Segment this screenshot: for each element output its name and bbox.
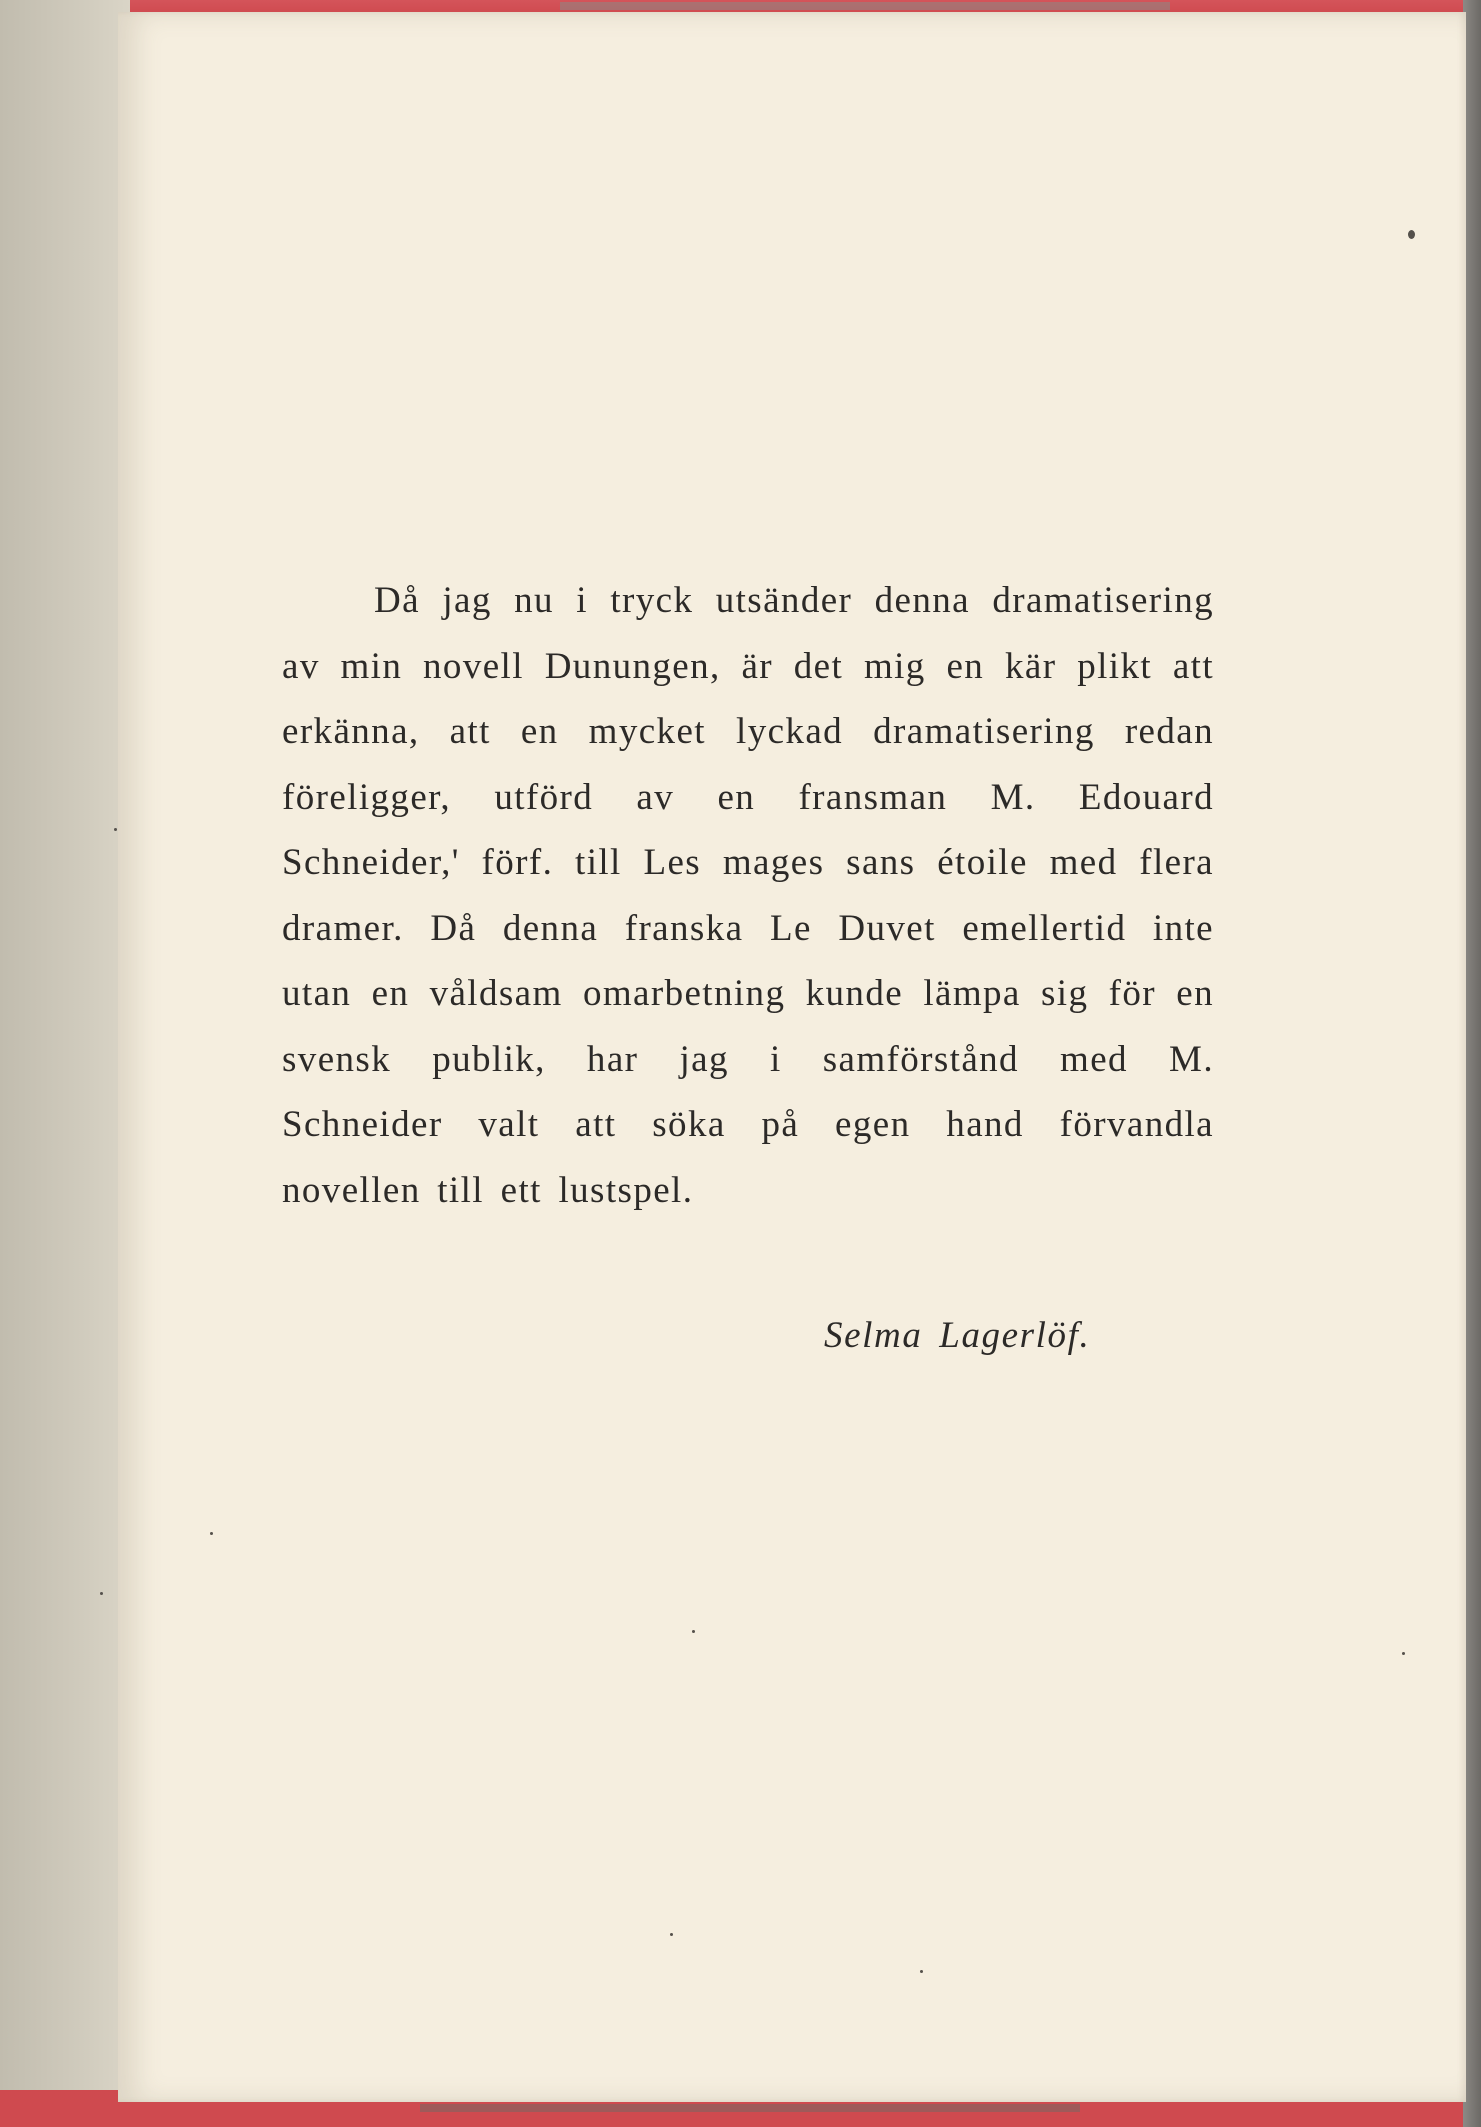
paper-speck [1402, 1652, 1405, 1655]
book-page [118, 12, 1466, 2102]
paper-speck [1408, 230, 1415, 239]
paper-speck [114, 828, 117, 831]
paper-speck [920, 1970, 923, 1973]
preface-paragraph: Då jag nu i tryck utsänder denna dramatisering av min novell Dunungen, är det mig en kär plikt att erkänna, att en mycket lyckad dramatisering redan föreligger, utförd av en fransman M. Edouard Schneider,' förf. till Les mages sans étoile med flera dramer. Då denna franska Le Duvet emellertid inte utan en våldsam omarbetning kunde lämpa sig för en svensk publik, har jag i samförstånd med M. Schneider valt att söka på egen hand förvandla novellen till ett lustspel. [282, 580, 1214, 1211]
paper-speck [692, 1630, 695, 1633]
author-signature: Selma Lagerlöf. [824, 1315, 1091, 1356]
bottom-worn-patch [420, 2104, 1080, 2112]
paper-speck [210, 1532, 213, 1535]
paper-speck [100, 1592, 103, 1595]
top-worn-patch [560, 2, 1170, 10]
paper-speck [670, 1933, 673, 1936]
